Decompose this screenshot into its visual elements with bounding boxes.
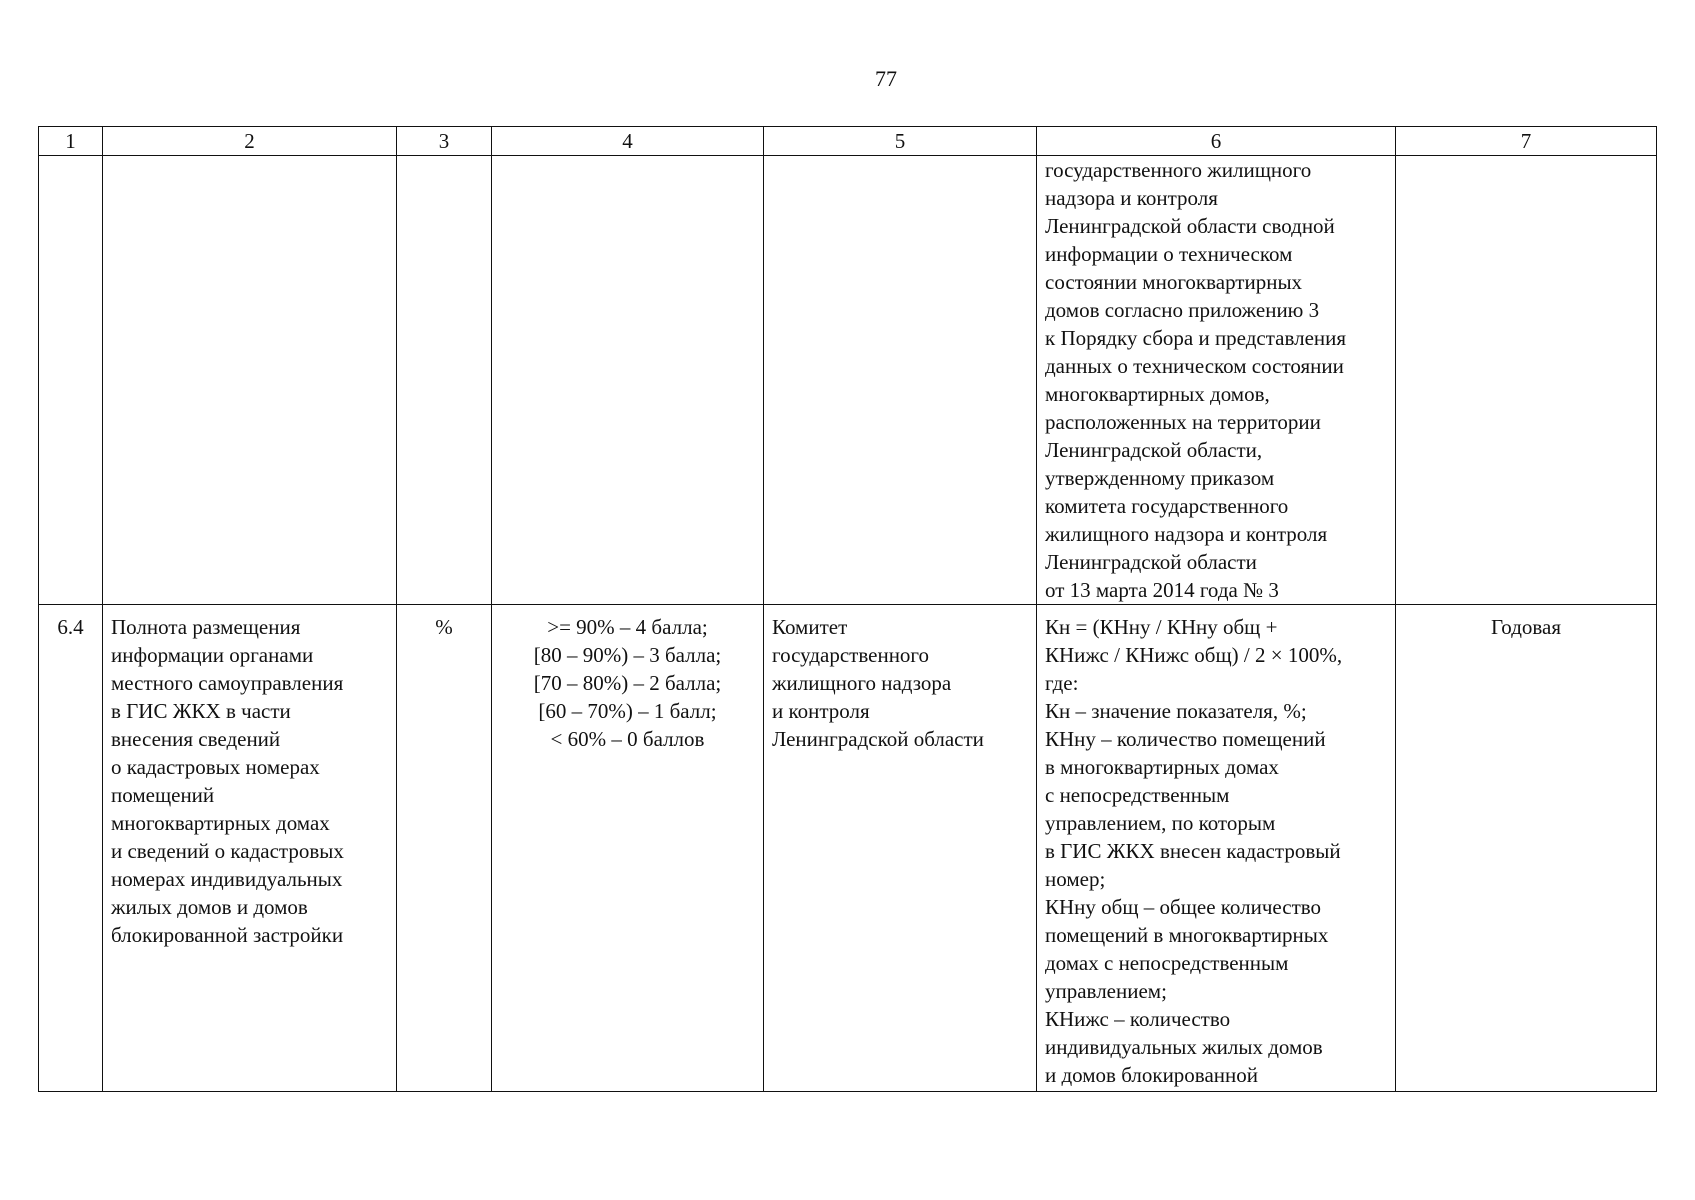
text-line: с непосредственным [1045,783,1230,807]
text-line: жилых домов и домов [111,895,308,919]
text-line: КНижс / КНижс общ) / 2 × 100%, [1045,643,1343,667]
table-header-row [39,127,1657,156]
text-line: где: [1045,671,1079,695]
page-number: 77 [875,66,897,91]
text-line: Кн – значение показателя, %; [1045,699,1307,723]
unit-of-measure: % [397,605,492,1092]
column-header-6: 6 [1037,127,1396,156]
text-line: утвержденному приказом [1045,466,1275,490]
continuation-row [39,156,1657,605]
scoring-scale [492,605,764,1092]
text-line: многоквартирных домах [111,811,330,835]
text-line: домов согласно приложению 3 [1045,298,1320,322]
text-line: расположенных на территории [1045,410,1321,434]
continuation-cell-7 [1396,156,1657,605]
text-line: государственного жилищного [1045,158,1312,182]
text-line: управлением; [1045,979,1167,1003]
calculation-formula [1037,605,1396,1092]
text-line: надзора и контроля [1045,186,1218,210]
text-line: индивидуальных жилых домов [1045,1035,1323,1059]
text-line: Ленинградской области [1045,550,1257,574]
indicator-name [103,605,397,1092]
row-number: 6.4 [39,605,103,1092]
text-line: номер; [1045,867,1106,891]
text-line: домах с непосредственным [1045,951,1289,975]
responsible-authority [764,605,1037,1092]
text-line: помещений в многоквартирных [1045,923,1329,947]
text-line: информации о техническом [1045,242,1293,266]
text-line: КНижс – количество [1045,1007,1231,1031]
text-line: КНну общ – общее количество [1045,895,1322,919]
text-line: Кн = (КНну / КНну общ + [1045,615,1278,639]
continuation-cell-3 [397,156,492,605]
text-line: к Порядку сбора и представления [1045,326,1347,350]
text-line: Ленинградской области, [1045,438,1263,462]
text-line: Ленинградской области сводной [1045,214,1335,238]
text-line: жилищного надзора и контроля [1045,522,1328,546]
text-line: жилищного надзора [772,671,952,695]
text-line: внесения сведений [111,727,281,751]
text-line: многоквартирных домов, [1045,382,1270,406]
text-line: комитета государственного [1045,494,1289,518]
text-line: в многоквартирных домах [1045,755,1279,779]
text-line: и сведений о кадастровых [111,839,344,863]
continuation-cell-2 [103,156,397,605]
column-header-5: 5 [764,127,1037,156]
column-header-1: 1 [39,127,103,156]
text-line: помещений [111,783,215,807]
text-line: номерах индивидуальных [111,867,343,891]
column-header-2: 2 [103,127,397,156]
text-line: управлением, по которым [1045,811,1276,835]
text-line: и контроля [772,699,870,723]
text-line: блокированной застройки [111,923,344,947]
text-line: >= 90% – 4 балла; [547,615,708,639]
text-line: данных о техническом состоянии [1045,354,1344,378]
text-line: и домов блокированной [1045,1063,1258,1087]
table-row-6-4 [39,605,1657,1092]
text-line: информации органами [111,643,314,667]
text-line: [70 – 80%) – 2 балла; [533,671,722,695]
text-line: в ГИС ЖКХ внесен кадастровый [1045,839,1341,863]
continuation-cell-4 [492,156,764,605]
text-line: КНну – количество помещений [1045,727,1326,751]
text-line: Ленинградской области [772,727,984,751]
text-line: от 13 марта 2014 года № 3 [1045,578,1279,602]
continuation-cell-5 [764,156,1037,605]
text-line: в ГИС ЖКХ в части [111,699,291,723]
indicators-table [38,126,1657,1092]
text-line: Комитет [772,615,848,639]
column-header-3: 3 [397,127,492,156]
text-line: < 60% – 0 баллов [550,727,705,751]
text-line: Полнота размещения [111,615,301,639]
continuation-cell-1 [39,156,103,605]
text-line: [60 – 70%) – 1 балл; [538,699,717,723]
reporting-periodicity: Годовая [1396,605,1657,1092]
continuation-source-text [1037,156,1396,605]
text-line: государственного [772,643,930,667]
text-line: местного самоуправления [111,671,344,695]
column-header-4: 4 [492,127,764,156]
text-line: о кадастровых номерах [111,755,320,779]
text-line: состоянии многоквартирных [1045,270,1303,294]
text-line: [80 – 90%) – 3 балла; [533,643,722,667]
column-header-7: 7 [1396,127,1657,156]
